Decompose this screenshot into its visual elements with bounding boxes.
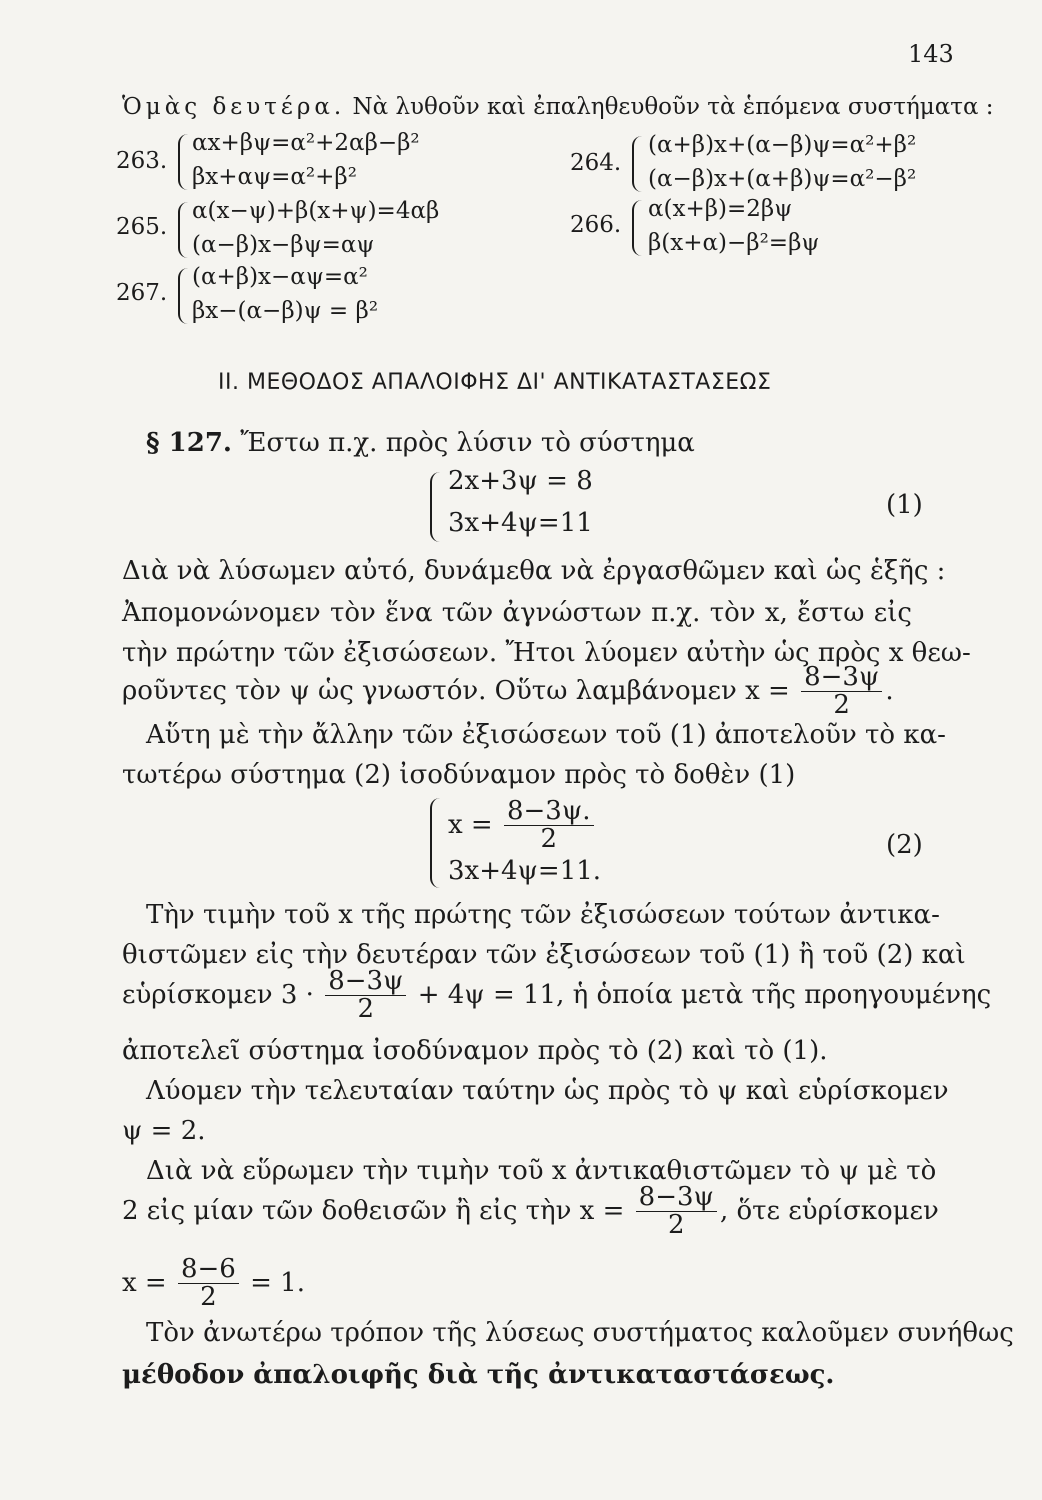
fraction-denominator: 2 xyxy=(833,690,850,721)
equation-label: (1) xyxy=(886,490,923,520)
exercise-number: 266. xyxy=(570,212,622,238)
section-title: ΙΙ. ΜΕΘΟΔΟΣ ΑΠΑΛΟΙΦΗΣ ΔΙ' ΑΝΤΙΚΑΤΑΣΤΑΣΕΩΣ xyxy=(218,370,772,395)
fraction-denominator: 2 xyxy=(540,824,558,855)
group-heading xyxy=(122,94,994,120)
text-line: ψ = 2. xyxy=(122,1116,206,1146)
equation-label: (2) xyxy=(886,830,923,860)
text-segment: , ὅτε εὑρίσκομεν xyxy=(719,1195,939,1226)
section-mark: § 127. xyxy=(146,428,232,458)
brace xyxy=(632,136,642,192)
equation: αx+βψ=α²+2αβ−β² xyxy=(192,130,420,156)
text-line: Λύομεν τὴν τελευταίαν ταύτην ὡς πρὸς τὸ ψ καὶ εὑρίσκομεν xyxy=(146,1076,949,1106)
equation: 3x+4ψ=11 xyxy=(448,508,593,538)
text-line: Διὰ νὰ εὕρωμεν τὴν τιμὴν τοῦ x ἀντικαθιστῶμεν τὸ ψ μὲ τὸ xyxy=(146,1156,937,1186)
equation: 3x+4ψ=11. xyxy=(448,856,602,886)
text-line-bold: μέθοδον ἀπαλοιφῆς διὰ τῆς ἀντικαταστάσεως. xyxy=(122,1360,835,1390)
equation: (α+β)x−αψ=α² xyxy=(192,264,368,290)
exercise-number: 263. xyxy=(116,148,168,174)
fraction-numerator: 8−3ψ xyxy=(801,664,882,692)
text-segment: εὑρίσκομεν 3 · xyxy=(122,979,314,1010)
equation: α(x+β)=2βψ xyxy=(648,196,793,222)
equation: (α+β)x+(α−β)ψ=α²+β² xyxy=(648,132,917,158)
equation: (α−β)x+(α+β)ψ=α²−β² xyxy=(648,166,917,192)
text-line-with-fraction: ροῦντες τὸν ψ ὡς γνωστόν. Οὕτω λαμβάνομεν x = $\frac{8-3\psi}{2}$ . xyxy=(122,662,894,721)
fraction xyxy=(801,664,882,720)
equation-lhs: x = xyxy=(448,809,493,840)
text-segment: ροῦντες τὸν ψ ὡς γνωστόν. Οὕτω λαμβάνομεν x = xyxy=(122,675,790,706)
text-line: Ἀπομονώνομεν τὸν ἕνα τῶν ἀγνώστων π.χ. τὸν x, ἔστω εἰς xyxy=(122,598,912,628)
brace xyxy=(178,134,188,190)
text-line: τωτέρω σύστημα (2) ἰσοδύναμον πρὸς τὸ δοθὲν (1) xyxy=(122,760,796,790)
fraction xyxy=(325,968,406,1024)
brace xyxy=(178,268,188,324)
exercise-number: 265. xyxy=(116,214,168,240)
brace xyxy=(430,798,441,888)
text-line: Αὕτη μὲ τὴν ἄλλην τῶν ἐξισώσεων τοῦ (1) ἀποτελοῦν τὸ κα- xyxy=(146,720,946,750)
fraction-denominator: 2 xyxy=(357,994,375,1025)
text-line-with-fraction xyxy=(122,1184,939,1240)
intro-text: Ἔστω π.χ. πρὸς λύσιν τὸ σύστημα xyxy=(240,428,695,458)
paragraph-127-intro xyxy=(146,428,695,458)
fraction xyxy=(178,1256,239,1312)
text-line: Διὰ νὰ λύσωμεν αὐτό, δυνάμεθα νὰ ἐργασθῶμεν καὶ ὡς ἑξῆς : xyxy=(122,556,946,586)
equation: β(x+α)−β²=βψ xyxy=(648,230,820,256)
exercise-number: 267. xyxy=(116,280,168,306)
fraction-numerator: 8−3ψ xyxy=(325,968,406,996)
equation: βx+αψ=α²+β² xyxy=(192,164,357,190)
equation: α(x−ψ)+β(x+ψ)=4αβ xyxy=(192,198,440,224)
equation: βx−(α−β)ψ = β² xyxy=(192,298,379,324)
text-line: Τὸν ἀνωτέρω τρόπον τῆς λύσεως συστήματος καλοῦμεν συνήθως xyxy=(146,1318,1014,1348)
brace xyxy=(632,200,642,256)
text-segment: 2 εἰς μίαν τῶν δοθεισῶν ἢ εἰς τὴν x = xyxy=(122,1195,625,1226)
exercise-number: 264. xyxy=(570,150,622,176)
fraction-denominator: 2 xyxy=(200,1282,217,1313)
text-segment: = 1. xyxy=(250,1267,305,1298)
text-line: θιστῶμεν εἰς τὴν δευτέραν τῶν ἐξισώσεων τοῦ (1) ἢ τοῦ (2) καὶ xyxy=(122,940,966,970)
text-segment: + 4ψ = 11, ἡ ὁποία μετὰ τῆς προηγουμένης xyxy=(417,979,992,1010)
fraction xyxy=(504,798,594,854)
fraction-numerator: 8−6 xyxy=(178,1256,239,1284)
equation: 2x+3ψ = 8 xyxy=(448,466,593,496)
fraction xyxy=(636,1184,717,1240)
brace xyxy=(430,472,441,542)
fraction-numerator: 8−3ψ. xyxy=(504,798,594,826)
page-number: 143 xyxy=(908,40,954,68)
group-heading-title: Ὁμὰς δευτέρα. xyxy=(122,94,346,120)
text-line: Τὴν τιμὴν τοῦ x τῆς πρώτης τῶν ἐξισώσεων τούτων ἀντικα- xyxy=(146,900,940,930)
text-line-with-fraction xyxy=(122,1256,305,1312)
text-line: ἀποτελεῖ σύστημα ἰσοδύναμον πρὸς τὸ (2) καὶ τὸ (1). xyxy=(122,1036,828,1066)
brace xyxy=(178,202,188,258)
text-line-with-fraction xyxy=(122,968,991,1024)
equation-with-fraction xyxy=(448,798,597,854)
group-heading-text: Νὰ λυθοῦν καὶ ἐπαληθευθοῦν τὰ ἑπόμενα συστήματα : xyxy=(352,94,994,120)
text-line: τὴν πρώτην τῶν ἐξισώσεων. Ἤτοι λύομεν αὐτὴν ὡς πρὸς x θεω- xyxy=(122,638,971,668)
fraction-denominator: 2 xyxy=(668,1210,685,1241)
fraction-numerator: 8−3ψ xyxy=(636,1184,717,1212)
equation: (α−β)x−βψ=αψ xyxy=(192,232,375,258)
text-segment: x = xyxy=(122,1267,167,1298)
